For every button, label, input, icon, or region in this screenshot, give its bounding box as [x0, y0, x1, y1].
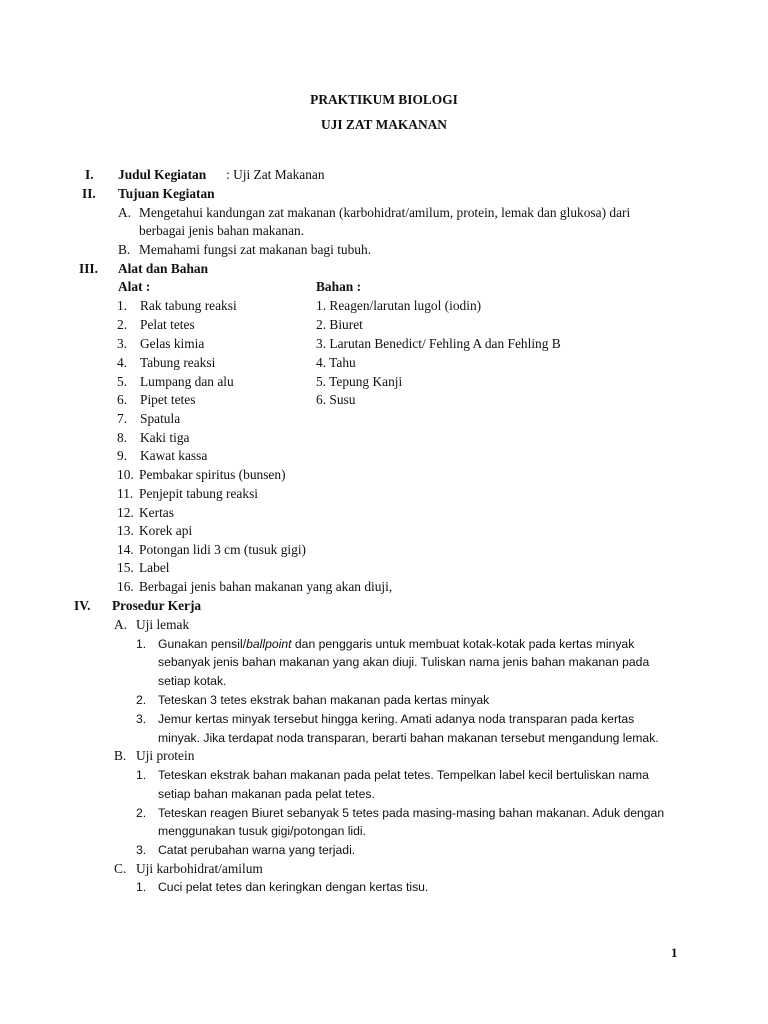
- bahan-item: 2. Biuret: [316, 317, 363, 332]
- alat-item-num: 16.: [117, 579, 134, 594]
- section-1-heading: Judul Kegiatan: [118, 167, 207, 182]
- alat-item-num: 9.: [117, 448, 128, 463]
- alat-item-text: Kertas: [139, 505, 174, 520]
- alat-item-text: Spatula: [140, 411, 181, 426]
- procedure-a-step-1-line-3: setiap kotak.: [158, 674, 227, 688]
- alat-item-num: 1.: [117, 298, 128, 313]
- alat-item-num: 7.: [117, 411, 128, 426]
- section-3-heading: Alat dan Bahan: [118, 261, 209, 276]
- step-num: 2.: [136, 693, 147, 707]
- alat-item-text: Berbagai jenis bahan makanan yang akan diuji,: [139, 579, 393, 594]
- alat-item-text: Pipet tetes: [140, 392, 196, 407]
- alat-item-num: 10.: [117, 467, 134, 482]
- procedure-b-marker: B.: [114, 748, 127, 763]
- alat-item-text: Tabung reaksi: [140, 355, 216, 370]
- alat-item-text: Label: [139, 560, 170, 575]
- alat-item-text: Kaki tiga: [140, 430, 190, 445]
- procedure-c-title: Uji karbohidrat/amilum: [136, 861, 263, 876]
- alat-heading: Alat :: [118, 279, 151, 294]
- procedure-b-step-3-line-1: Catat perubahan warna yang terjadi.: [158, 843, 356, 857]
- alat-item-num: 2.: [117, 317, 128, 332]
- procedure-b-title: Uji protein: [136, 748, 195, 763]
- bahan-item: 1. Reagen/larutan lugol (iodin): [316, 298, 482, 313]
- step-text: Gunakan pensil/: [158, 637, 247, 651]
- alat-item-text: Korek api: [139, 523, 193, 538]
- alat-item-text: Pembakar spiritus (bunsen): [139, 467, 286, 482]
- alat-item-num: 13.: [117, 523, 134, 538]
- section-4-numeral: IV.: [74, 598, 91, 613]
- section-3-numeral: III.: [79, 261, 98, 276]
- alat-item-num: 15.: [117, 560, 134, 575]
- alat-item-text: Gelas kimia: [140, 336, 205, 351]
- procedure-c-step-1-line-1: Cuci pelat tetes dan keringkan dengan kertas tisu.: [158, 880, 429, 894]
- alat-item-num: 14.: [117, 542, 134, 557]
- alat-item-num: 3.: [117, 336, 128, 351]
- alat-item-num: 12.: [117, 505, 134, 520]
- procedure-a-step-1-line-1: [158, 635, 634, 653]
- bahan-item: 3. Larutan Benedict/ Fehling A dan Fehling B: [316, 336, 561, 351]
- bahan-item: 5. Tepung Kanji: [316, 374, 403, 389]
- alat-item-text: Pelat tetes: [140, 317, 195, 332]
- section-1-value: : Uji Zat Makanan: [226, 167, 325, 182]
- alat-item-num: 6.: [117, 392, 128, 407]
- section-2-heading: Tujuan Kegiatan: [118, 186, 215, 201]
- step-num: 1.: [136, 637, 147, 651]
- procedure-b-step-1-line-1: Teteskan ekstrak bahan makanan pada pelat tetes. Tempelkan label kecil bertuliskan nama: [158, 768, 649, 782]
- alat-item-text: Rak tabung reaksi: [140, 298, 237, 313]
- procedure-a-title: Uji lemak: [136, 617, 190, 632]
- step-num: 3.: [136, 712, 147, 726]
- step-num: 1.: [136, 880, 147, 894]
- bahan-heading: Bahan :: [316, 279, 362, 294]
- procedure-b-step-1-line-2: setiap bahan makanan pada pelat tetes.: [158, 787, 375, 801]
- procedure-a-step-3-line-1: Jemur kertas minyak tersebut hingga kering. Amati adanya noda transparan pada kertas: [158, 712, 635, 726]
- objective-a-line-2: berbagai jenis bahan makanan.: [139, 223, 305, 238]
- objective-b-text: Memahami fungsi zat makanan bagi tubuh.: [139, 242, 372, 257]
- step-num: 1.: [136, 768, 147, 782]
- alat-item-num: 8.: [117, 430, 128, 445]
- section-4-heading: Prosedur Kerja: [112, 598, 202, 613]
- alat-item-text: Kawat kassa: [140, 448, 208, 463]
- procedure-b-step-2-line-1: Teteskan reagen Biuret sebanyak 5 tetes pada masing-masing bahan makanan. Aduk dengan: [158, 806, 665, 820]
- page-number: 1: [671, 945, 678, 960]
- document-subtitle: UJI ZAT MAKANAN: [321, 117, 447, 132]
- step-text: dan penggaris untuk membuat kotak-kotak pada kertas minyak: [291, 637, 635, 651]
- objective-b-marker: B.: [118, 242, 131, 257]
- alat-item-text: Potongan lidi 3 cm (tusuk gigi): [139, 542, 307, 557]
- objective-a-line-1: Mengetahui kandungan zat makanan (karbohidrat/amilum, protein, lemak dan glukosa) dari: [139, 205, 631, 220]
- objective-a-marker: A.: [118, 205, 132, 220]
- section-1-numeral: I.: [85, 167, 94, 182]
- procedure-a-step-3-line-2: minyak. Jika terdapat noda transparan, berarti bahan makanan tersebut mengandung lemak.: [158, 731, 659, 745]
- alat-item-num: 11.: [117, 486, 134, 501]
- alat-item-text: Lumpang dan alu: [140, 374, 234, 389]
- bahan-item: 4. Tahu: [316, 355, 356, 370]
- section-2-numeral: II.: [82, 186, 96, 201]
- procedure-c-marker: C.: [114, 861, 127, 876]
- procedure-a-step-2-line-1: Teteskan 3 tetes ekstrak bahan makanan pada kertas minyak: [158, 693, 490, 707]
- procedure-a-step-1-line-2: sebanyak jenis bahan makanan yang akan diuji. Tuliskan nama jenis bahan makanan pada: [158, 655, 650, 669]
- alat-item-num: 5.: [117, 374, 128, 389]
- alat-item-num: 4.: [117, 355, 128, 370]
- bahan-item: 6. Susu: [316, 392, 356, 407]
- step-num: 2.: [136, 806, 147, 820]
- document-title: PRAKTIKUM BIOLOGI: [310, 92, 458, 107]
- procedure-a-marker: A.: [114, 617, 128, 632]
- step-text-italic: ballpoint: [246, 637, 292, 651]
- procedure-b-step-2-line-2: menggunakan tusuk gigi/potongan lidi.: [158, 824, 367, 838]
- alat-item-text: Penjepit tabung reaksi: [139, 486, 258, 501]
- step-num: 3.: [136, 843, 147, 857]
